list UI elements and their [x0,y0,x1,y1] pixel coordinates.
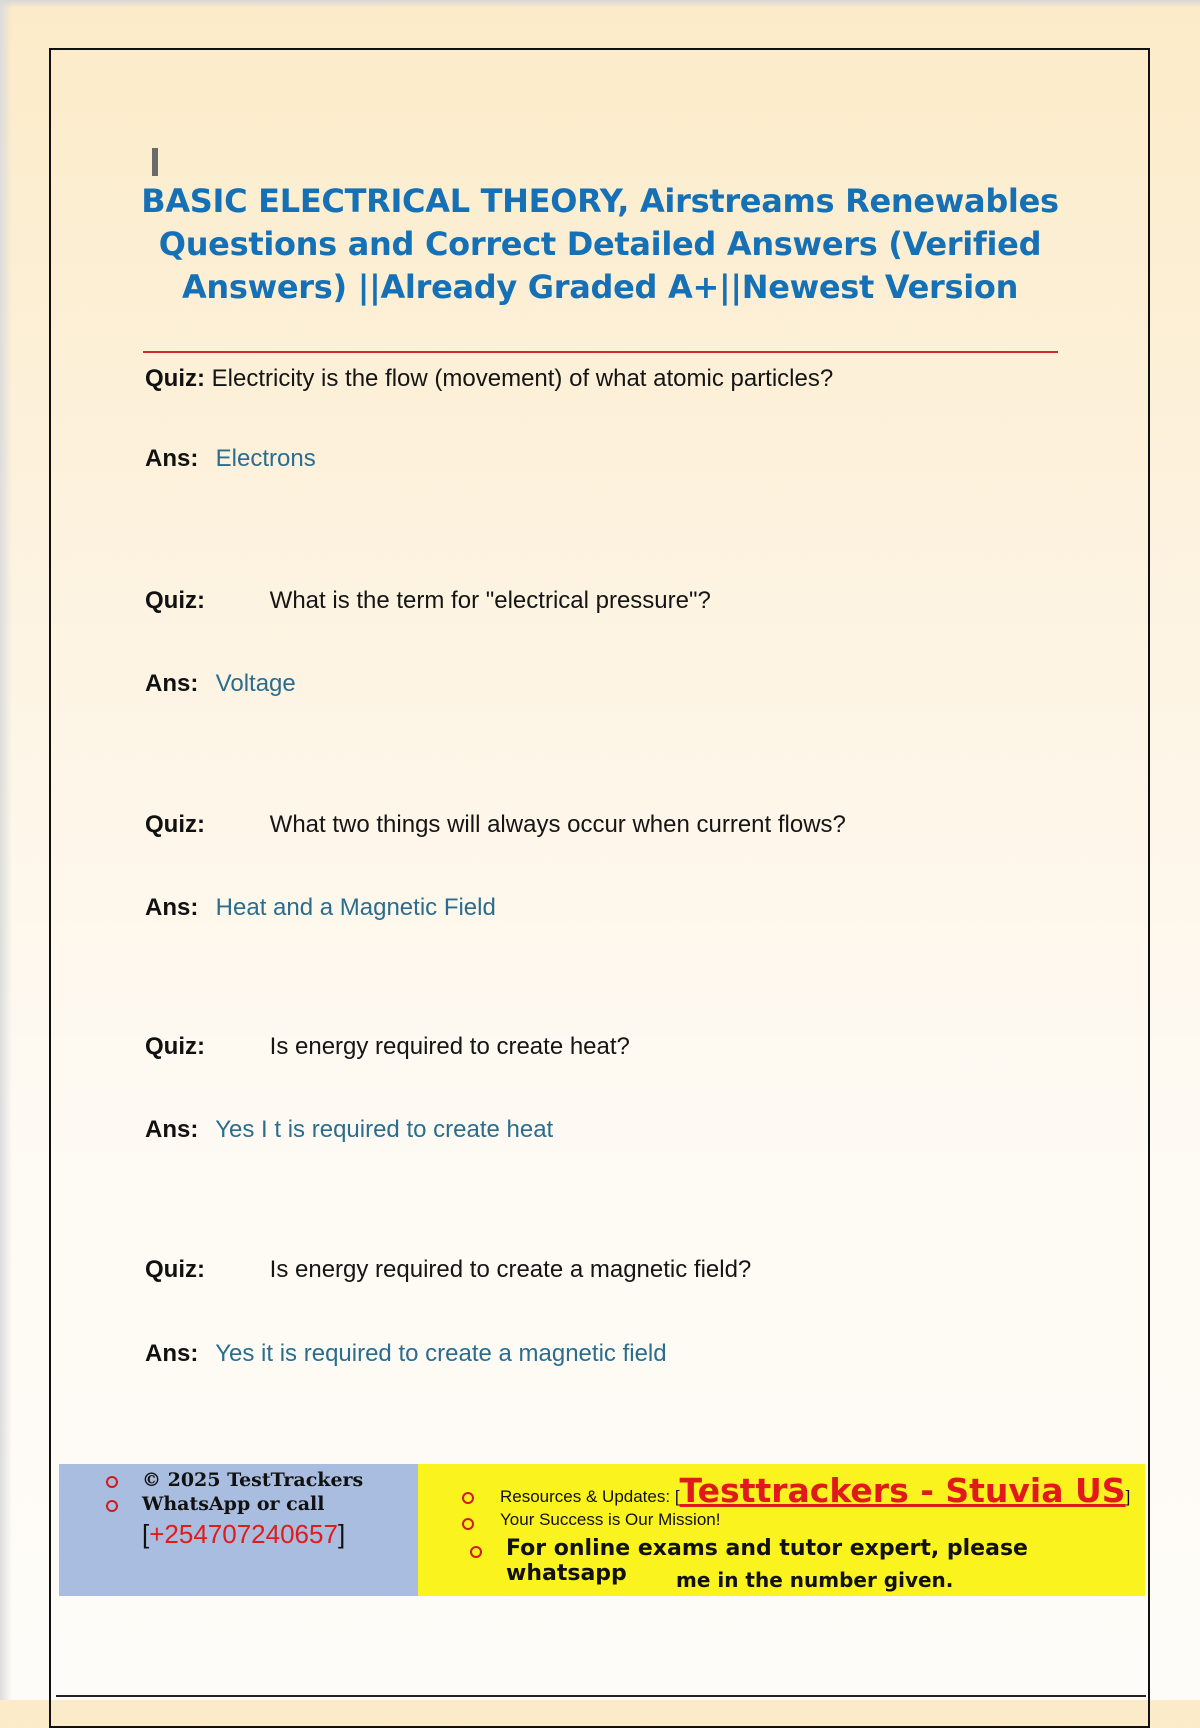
question-text: Is energy required to create heat? [269,1033,630,1060]
answer-label: Ans: [145,894,199,921]
answer-text: Yes it is required to create a magnetic field [215,1340,667,1367]
answer-row [145,1116,1125,1144]
answer-text: Yes I t is required to create heat [215,1116,554,1143]
footer-brand-link[interactable]: Testtrackers - Stuvia US [679,1471,1126,1510]
answer-row [145,445,1125,473]
footer-copyright: © 2025 TestTrackers [142,1469,364,1491]
answer-row [145,894,1125,922]
quiz-label: Quiz: [145,1256,205,1283]
footer-resources-line: Resources & Updates: [Testtrackers - Stuvia US] [500,1471,1131,1510]
bullet-circle-icon [462,1492,474,1504]
question-text: Is energy required to create a magnetic field? [269,1256,752,1283]
question-text: What is the term for "electrical pressure"? [269,587,711,614]
qa-item [145,587,1125,615]
footer-resources-label: Resources & Updates: [500,1487,675,1506]
viewer-top-shadow [0,0,1200,8]
answer-label: Ans: [145,1116,199,1143]
footer-whatsapp-label: WhatsApp or call [142,1493,325,1515]
answer-row [145,670,1125,698]
footer-resources-box [418,1464,1145,1596]
answer-label: Ans: [145,670,199,697]
document-title: BASIC ELECTRICAL THEORY, Airstreams Renewables Questions and Correct Detailed Answers (Verified Answers) ||Already Graded A+||Newest Version [141,182,1059,306]
quiz-label: Quiz: [145,811,205,838]
answer-label: Ans: [145,1340,199,1367]
page-bottom-rule [56,1695,1146,1697]
qa-item [145,811,1125,839]
quiz-label: Quiz: [145,587,205,614]
bullet-circle-icon [462,1518,474,1530]
question-text: Electricity is the flow (movement) of what atomic particles? [211,365,834,392]
quiz-label: Quiz: [145,1033,205,1060]
answer-text: Electrons [215,445,316,472]
bullet-circle-icon [106,1476,118,1488]
qa-item [145,365,1125,393]
footer-contact-box [59,1464,418,1596]
answer-text: Heat and a Magnetic Field [215,894,496,921]
bullet-circle-icon [106,1500,118,1512]
quiz-label: Quiz: [145,365,205,392]
text-cursor-mark [152,148,158,176]
viewer-left-shadow [0,0,12,1700]
footer-cta-line2: me in the number given. [676,1568,954,1592]
title-divider [143,351,1058,353]
answer-label: Ans: [145,445,199,472]
answer-row [145,1340,1125,1368]
qa-item [145,1256,1125,1284]
footer-phone-line: [+254707240657] [142,1519,346,1549]
question-text: What two things will always occur when current flows? [269,811,846,838]
answer-text: Voltage [215,670,296,697]
footer-phone[interactable]: +254707240657 [149,1519,338,1549]
footer-cta-line1: For online exams and tutor expert, please whatsapp [506,1536,1028,1586]
footer-mission: Your Success is Our Mission! [500,1510,721,1529]
qa-item [145,1033,1125,1061]
bullet-circle-icon [470,1546,482,1558]
